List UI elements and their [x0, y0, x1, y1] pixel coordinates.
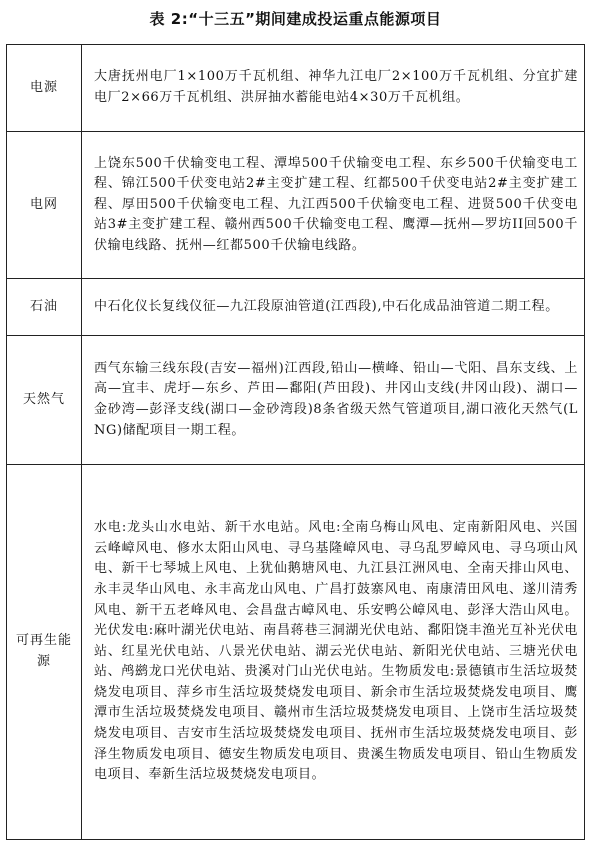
table-row-power-source: [7, 45, 585, 132]
table-row-petroleum: [7, 279, 585, 336]
category-cell: 可再生能源: [7, 465, 82, 840]
table-row-natural-gas: [7, 336, 585, 465]
content-cell: 水电:龙头山水电站、新干水电站。风电:全南乌梅山风电、定南新阳风电、兴国云峰嶂风电、修水太阳山风电、寻乌基隆嶂风电、寻乌乱罗嶂风电、寻乌项山风电、新干七琴城上风电、上犹仙鹅塘风电、九江县江洲风电、全南天排山风电、永丰灵华山风电、永丰高龙山风电、广昌打鼓寨风电、南康清田风电、遂川清秀风电、新干五老峰风电、会昌盘古嶂风电、乐安鸭公嶂风电、彭泽大浩山风电。光伏发电:麻叶湖光伏电站、南昌蒋巷三洞湖光伏电站、鄱阳饶丰渔光互补光伏电站、红星光伏电站、八景光伏电站、湖云光伏电站、新阳光伏电站、三塘光伏电站、鸬鹚龙口光伏电站、贵溪对门山光伏电站。生物质发电:景德镇市生活垃圾焚烧发电项目、萍乡市生活垃圾焚烧发电项目、新余市生活垃圾焚烧发电项目、鹰潭市生活垃圾焚烧发电项目、赣州市生活垃圾焚烧发电项目、上饶市生活垃圾焚烧发电项目、吉安市生活垃圾焚烧发电项目、抚州市生活垃圾焚烧发电项目、彭泽生物质发电项目、德安生物质发电项目、贵溪生物质发电项目、铅山生物质发电项目、奉新生活垃圾焚烧发电项目。: [82, 465, 585, 840]
category-cell: 电源: [7, 45, 82, 132]
table-title: 表 2:“十三五”期间建成投运重点能源项目: [149, 10, 442, 28]
content-cell: 大唐抚州电厂1×100万千瓦机组、神华九江电厂2×100万千瓦机组、分宜扩建电厂2×66万千瓦机组、洪屏抽水蓄能电站4×30万千瓦机组。: [82, 45, 585, 132]
category-cell: 天然气: [7, 336, 82, 465]
content-cell: 西气东输三线东段(吉安—福州)江西段,铅山—横峰、铅山—弋阳、昌东支线、上高—宜丰、虎圩—东乡、芦田—鄱阳(芦田段)、井冈山支线(井冈山段)、湖口—金砂湾—彭泽支线(湖口—金砂湾段)8条省级天然气管道项目,湖口液化天然气(LNG)储配项目一期工程。: [82, 336, 585, 465]
category-cell: 石油: [7, 279, 82, 336]
table-row-renewable-energy: [7, 465, 585, 840]
content-cell: 上饶东500千伏输变电工程、潭埠500千伏输变电工程、东乡500千伏输变电工程、锦江500千伏变电站2#主变扩建工程、红都500千伏变电站2#主变扩建工程、厚田500千伏输变电工程、九江西500千伏输变电工程、进贤500千伏变电站3#主变扩建工程、赣州西500千伏输变电工程、鹰潭—抚州—罗坊II回500千伏输电线路、抚州—红都500千伏输电线路。: [82, 132, 585, 279]
table-row-power-grid: [7, 132, 585, 279]
content-cell: 中石化仪长复线仪征—九江段原油管道(江西段),中石化成品油管道二期工程。: [82, 279, 585, 336]
energy-projects-table: [6, 44, 585, 840]
category-cell: 电网: [7, 132, 82, 279]
